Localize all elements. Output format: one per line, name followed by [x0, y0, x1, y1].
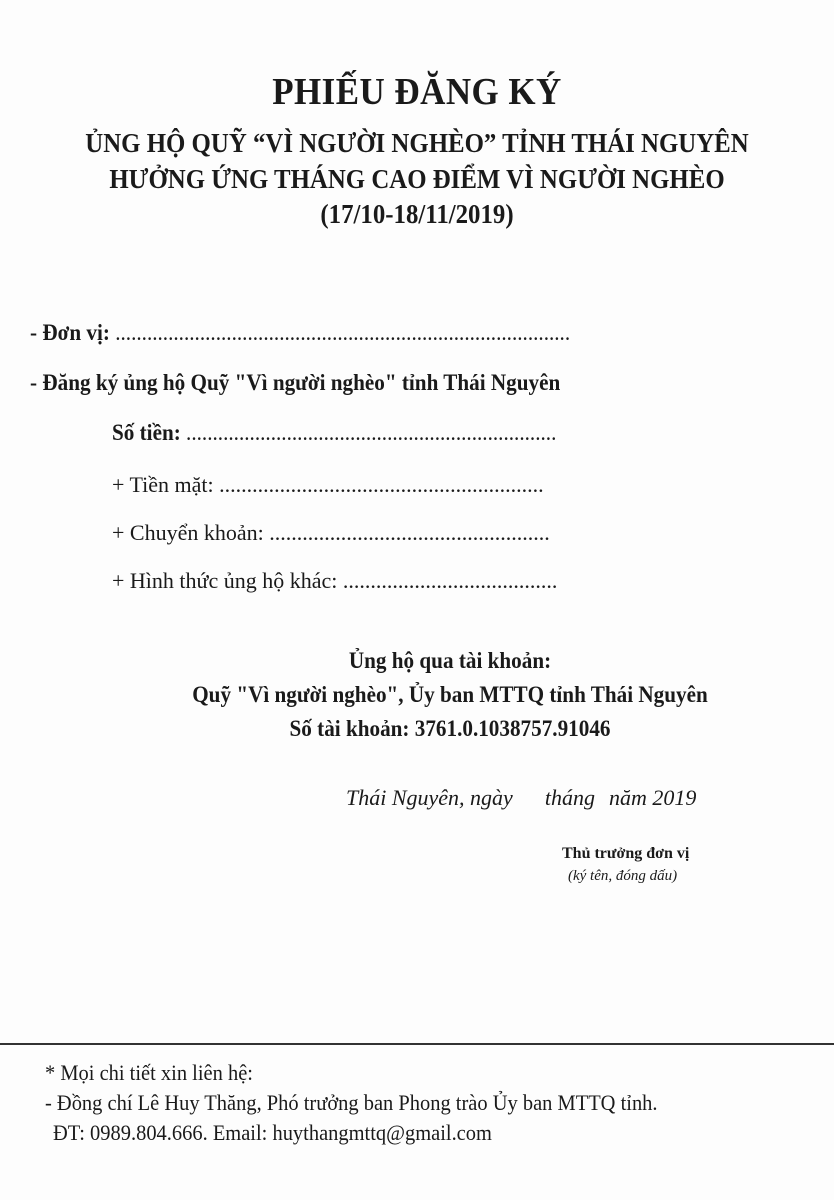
date-month: tháng — [544, 785, 595, 810]
signature-title: Thủ trưởng đơn vị — [562, 845, 690, 862]
tien-mat-field[interactable] — [112, 472, 544, 498]
contact-details: ĐT: 0989.804.666. Email: huythangmttq@gmail.com — [53, 1120, 492, 1145]
footer-divider — [0, 1043, 834, 1045]
date-line — [346, 785, 696, 811]
so-tien-label: Số tiền: — [112, 420, 181, 445]
so-tien-field[interactable] — [112, 420, 556, 446]
account-number: Số tài khoản: 3761.0.1038757.91046 — [289, 716, 611, 741]
so-tien-blank[interactable]: ...................................................................... — [186, 420, 557, 445]
chuyen-khoan-label: + Chuyển khoản: — [112, 520, 264, 545]
contact-person: - Đồng chí Lê Huy Thăng, Phó trưởng ban Phong trào Ủy ban MTTQ tỉnh. — [45, 1090, 658, 1115]
account-heading: Ủng hộ qua tài khoản: — [348, 648, 552, 673]
don-vi-blank[interactable]: ...................................................................................... — [115, 320, 571, 345]
don-vi-field[interactable] — [30, 320, 570, 346]
form-subtitle-line2: HƯỞNG ỨNG THÁNG CAO ĐIỂM VÌ NGƯỜI NGHÈO — [109, 164, 725, 194]
hinh-thuc-khac-blank[interactable]: ....................................... — [342, 568, 558, 593]
date-place-day: Thái Nguyên, ngày — [346, 785, 513, 810]
chuyen-khoan-blank[interactable]: ................................................... — [269, 520, 550, 545]
campaign-period: (17/10-18/11/2019) — [320, 199, 514, 229]
form-title: PHIẾU ĐĂNG KÝ — [272, 71, 562, 113]
tien-mat-label: + Tiền mặt: — [112, 472, 214, 497]
form-subtitle-line1: ỦNG HỘ QUỸ “VÌ NGƯỜI NGHÈO” TỈNH THÁI NGUYÊN — [85, 128, 749, 158]
account-name: Quỹ "Vì người nghèo", Ủy ban MTTQ tỉnh Thái Nguyên — [192, 682, 708, 707]
hinh-thuc-khac-field[interactable] — [112, 568, 557, 594]
contact-intro: * Mọi chi tiết xin liên hệ: — [45, 1060, 253, 1085]
date-year: năm 2019 — [608, 785, 697, 810]
hinh-thuc-khac-label: + Hình thức ủng hộ khác: — [112, 568, 338, 593]
donation-registration-heading: - Đăng ký ủng hộ Quỹ "Vì người nghèo" tỉnh Thái Nguyên — [30, 370, 561, 395]
don-vi-label: - Đơn vị: — [30, 320, 110, 345]
tien-mat-blank[interactable]: ........................................................... — [219, 472, 544, 497]
signature-note: (ký tên, đóng dấu) — [568, 868, 678, 884]
chuyen-khoan-field[interactable] — [112, 520, 550, 546]
